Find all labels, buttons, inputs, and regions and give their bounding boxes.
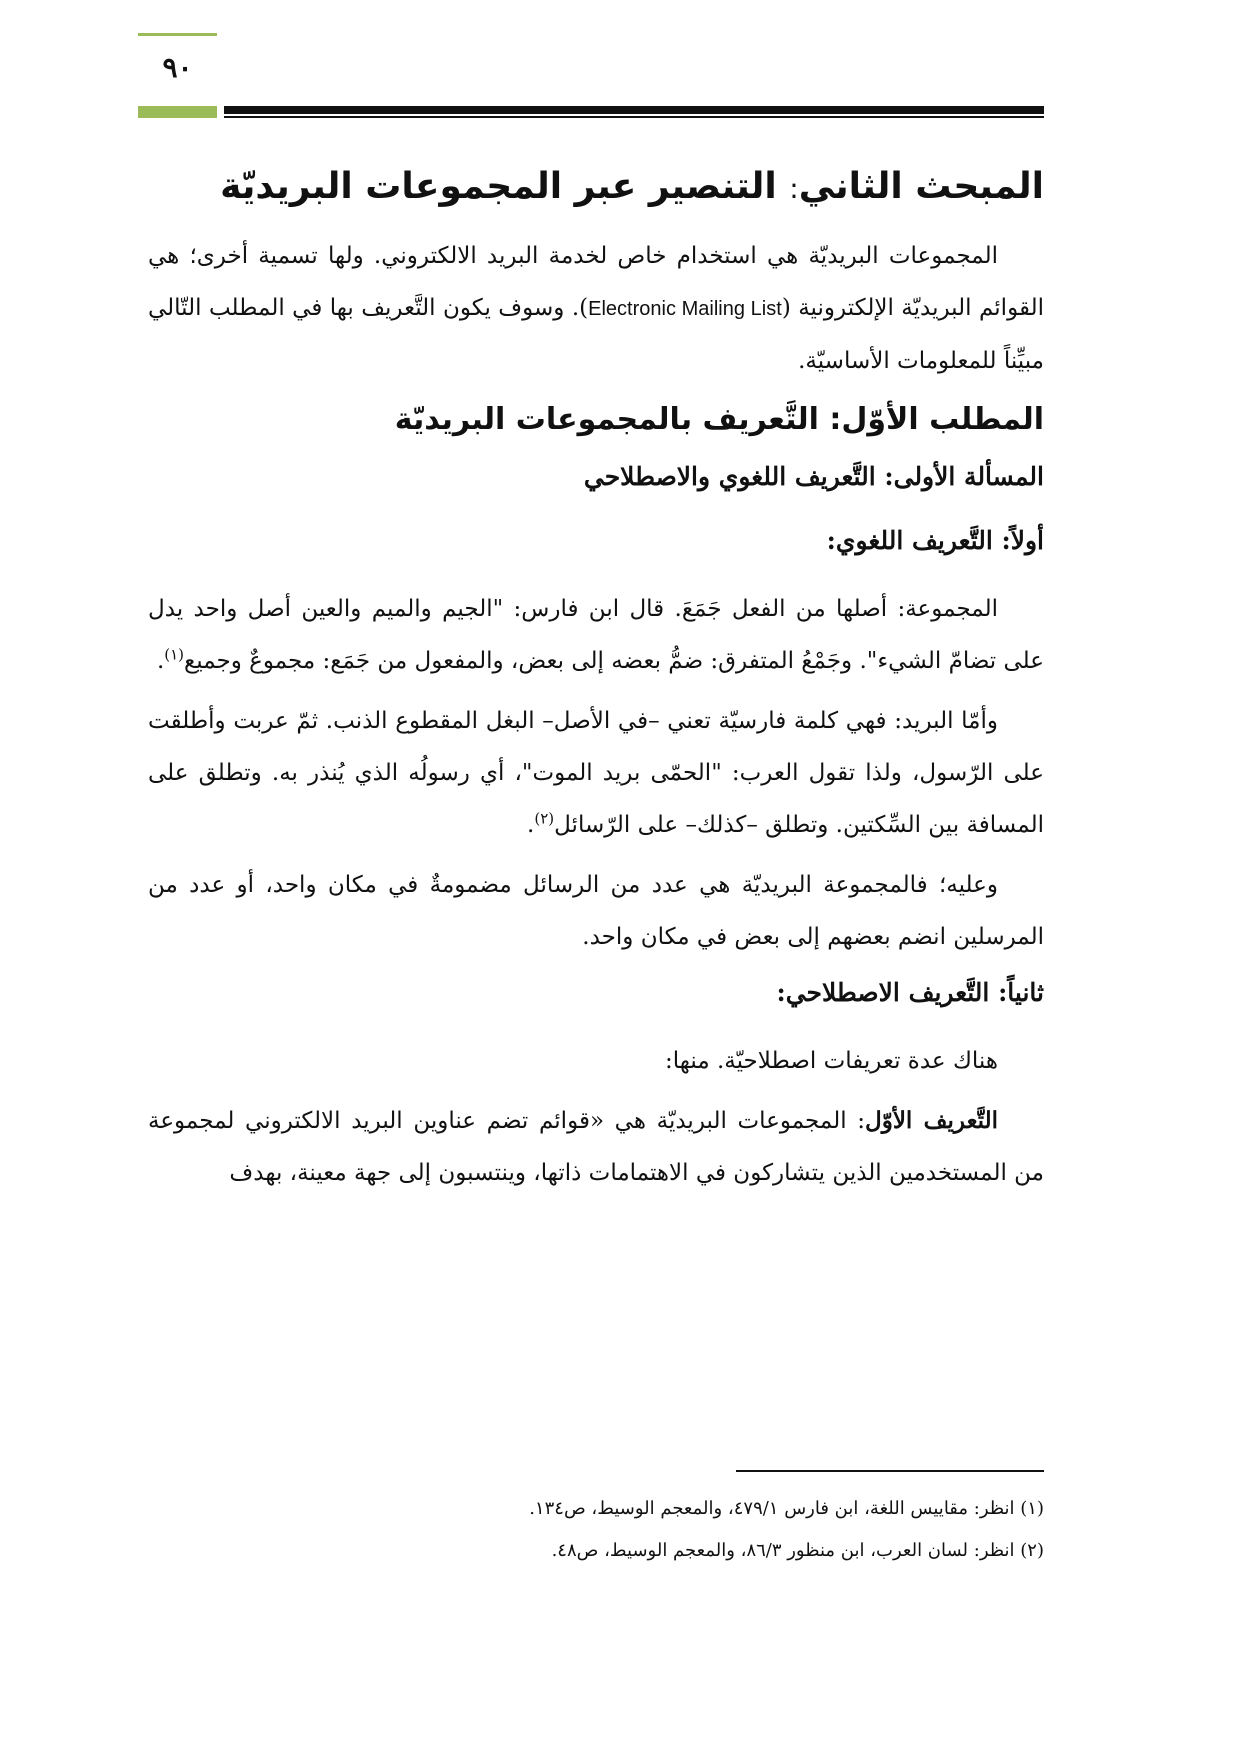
footnote-ref-2: (٢) <box>534 809 555 828</box>
subsection-title: المطلب الأوّل: التَّعريف بالمجموعات البريديّة <box>394 402 1044 437</box>
header-thin-line <box>224 116 1044 118</box>
intro-text-after: ). وسوف يكون التَّعريف بها في المطلب التّالي مبيِّناً للمعلومات الأساسيّة. <box>148 295 1044 374</box>
section-title-separator: : <box>789 172 799 205</box>
intro-text-before: المجموعات البريديّة هي استخدام خاص لخدمة البريد الالكتروني. ولها تسمية أخرى؛ هي القوائم البريديّة الإلكترونية ( <box>148 243 1044 321</box>
linguistic-p2-text: وأمّا البريد: فهي كلمة فارسيّة تعني –في الأصل– البغل المقطوع الذنب. ثمّ عربت وأطلقت على الرّسول، ولذا تقول العرب: "الحمّى بريد الموت"، أي رسولُه الذي يُنذر به. وتطلق على المسافة بين السِّكتين. وتطلق –كذلك– على الرّسائل <box>148 708 1044 838</box>
linguistic-p2-end: . <box>527 812 535 838</box>
footnote-1: (١) انظر: مقاييس اللغة، ابن فارس ٤٧٩/١، والمعجم الوسيط، ص١٣٤. <box>529 1498 1044 1519</box>
intro-latin-term: Electronic Mailing List <box>588 298 782 320</box>
linguistic-paragraph-3: وعليه؛ فالمجموعة البريديّة هي عدد من الرسائل مضمومةٌ في مكان واحد، أو عدد من المرسلين انضم بعضهم إلى بعض في مكان واحد. <box>148 872 1044 950</box>
definition-1-text: : المجموعات البريديّة هي «قوائم تضم عناوين البريد الالكتروني لمجموعة من المستخدمين الذين يتشاركون في الاهتمامات ذاتها، وينتسبون إلى جهة معينة، بهدف <box>148 1108 1044 1186</box>
page-content <box>148 150 1044 1207</box>
linguistic-paragraph-1 <box>148 583 1044 687</box>
terminological-paragraph-1: هناك عدة تعريفات اصطلاحيّة. منها: <box>665 1048 998 1074</box>
footnotes <box>148 1488 1044 1572</box>
issue-title: المسألة الأولى: التَّعريف اللغوي والاصطلاحي <box>583 462 1044 491</box>
linguistic-p1-text: المجموعة: أصلها من الفعل جَمَعَ. قال ابن فارس: "الجيم والميم والعين أصل واحد يدل على تضامّ الشيء". وجَمْعُ المتفرق: ضمُّ بعضه إلى بعض، والمفعول من جَمَع: مجموعٌ وجميع <box>148 596 1044 674</box>
linguistic-p1-end: . <box>156 648 165 674</box>
header-thick-line <box>224 106 1044 114</box>
terminological-definition-title: ثانياً: التَّعريف الاصطلاحي: <box>776 978 1044 1007</box>
footnote-ref-1: (١) <box>164 645 185 664</box>
section-title-prefix: المبحث الثاني <box>798 166 1044 207</box>
definition-1-paragraph <box>148 1095 1044 1199</box>
footnote-separator <box>736 1470 1044 1472</box>
linguistic-definition-title: أولاً: التَّعريف اللغوي: <box>826 526 1044 555</box>
page-number-top-rule <box>138 33 217 36</box>
linguistic-paragraph-2 <box>148 695 1044 851</box>
section-title <box>148 160 1044 216</box>
page-number: ٩٠ <box>162 51 193 84</box>
section-title-main: التنصير عبر المجموعات البريديّة <box>220 166 777 207</box>
definition-1-label: التَّعريف الأوّل <box>865 1107 998 1134</box>
intro-paragraph <box>148 230 1044 387</box>
footnote-2: (٢) انظر: لسان العرب، ابن منظور ٨٦/٣، والمعجم الوسيط، ص٤٨. <box>551 1540 1044 1561</box>
header-green-bar <box>138 106 217 118</box>
header-black-rule <box>224 106 1044 118</box>
